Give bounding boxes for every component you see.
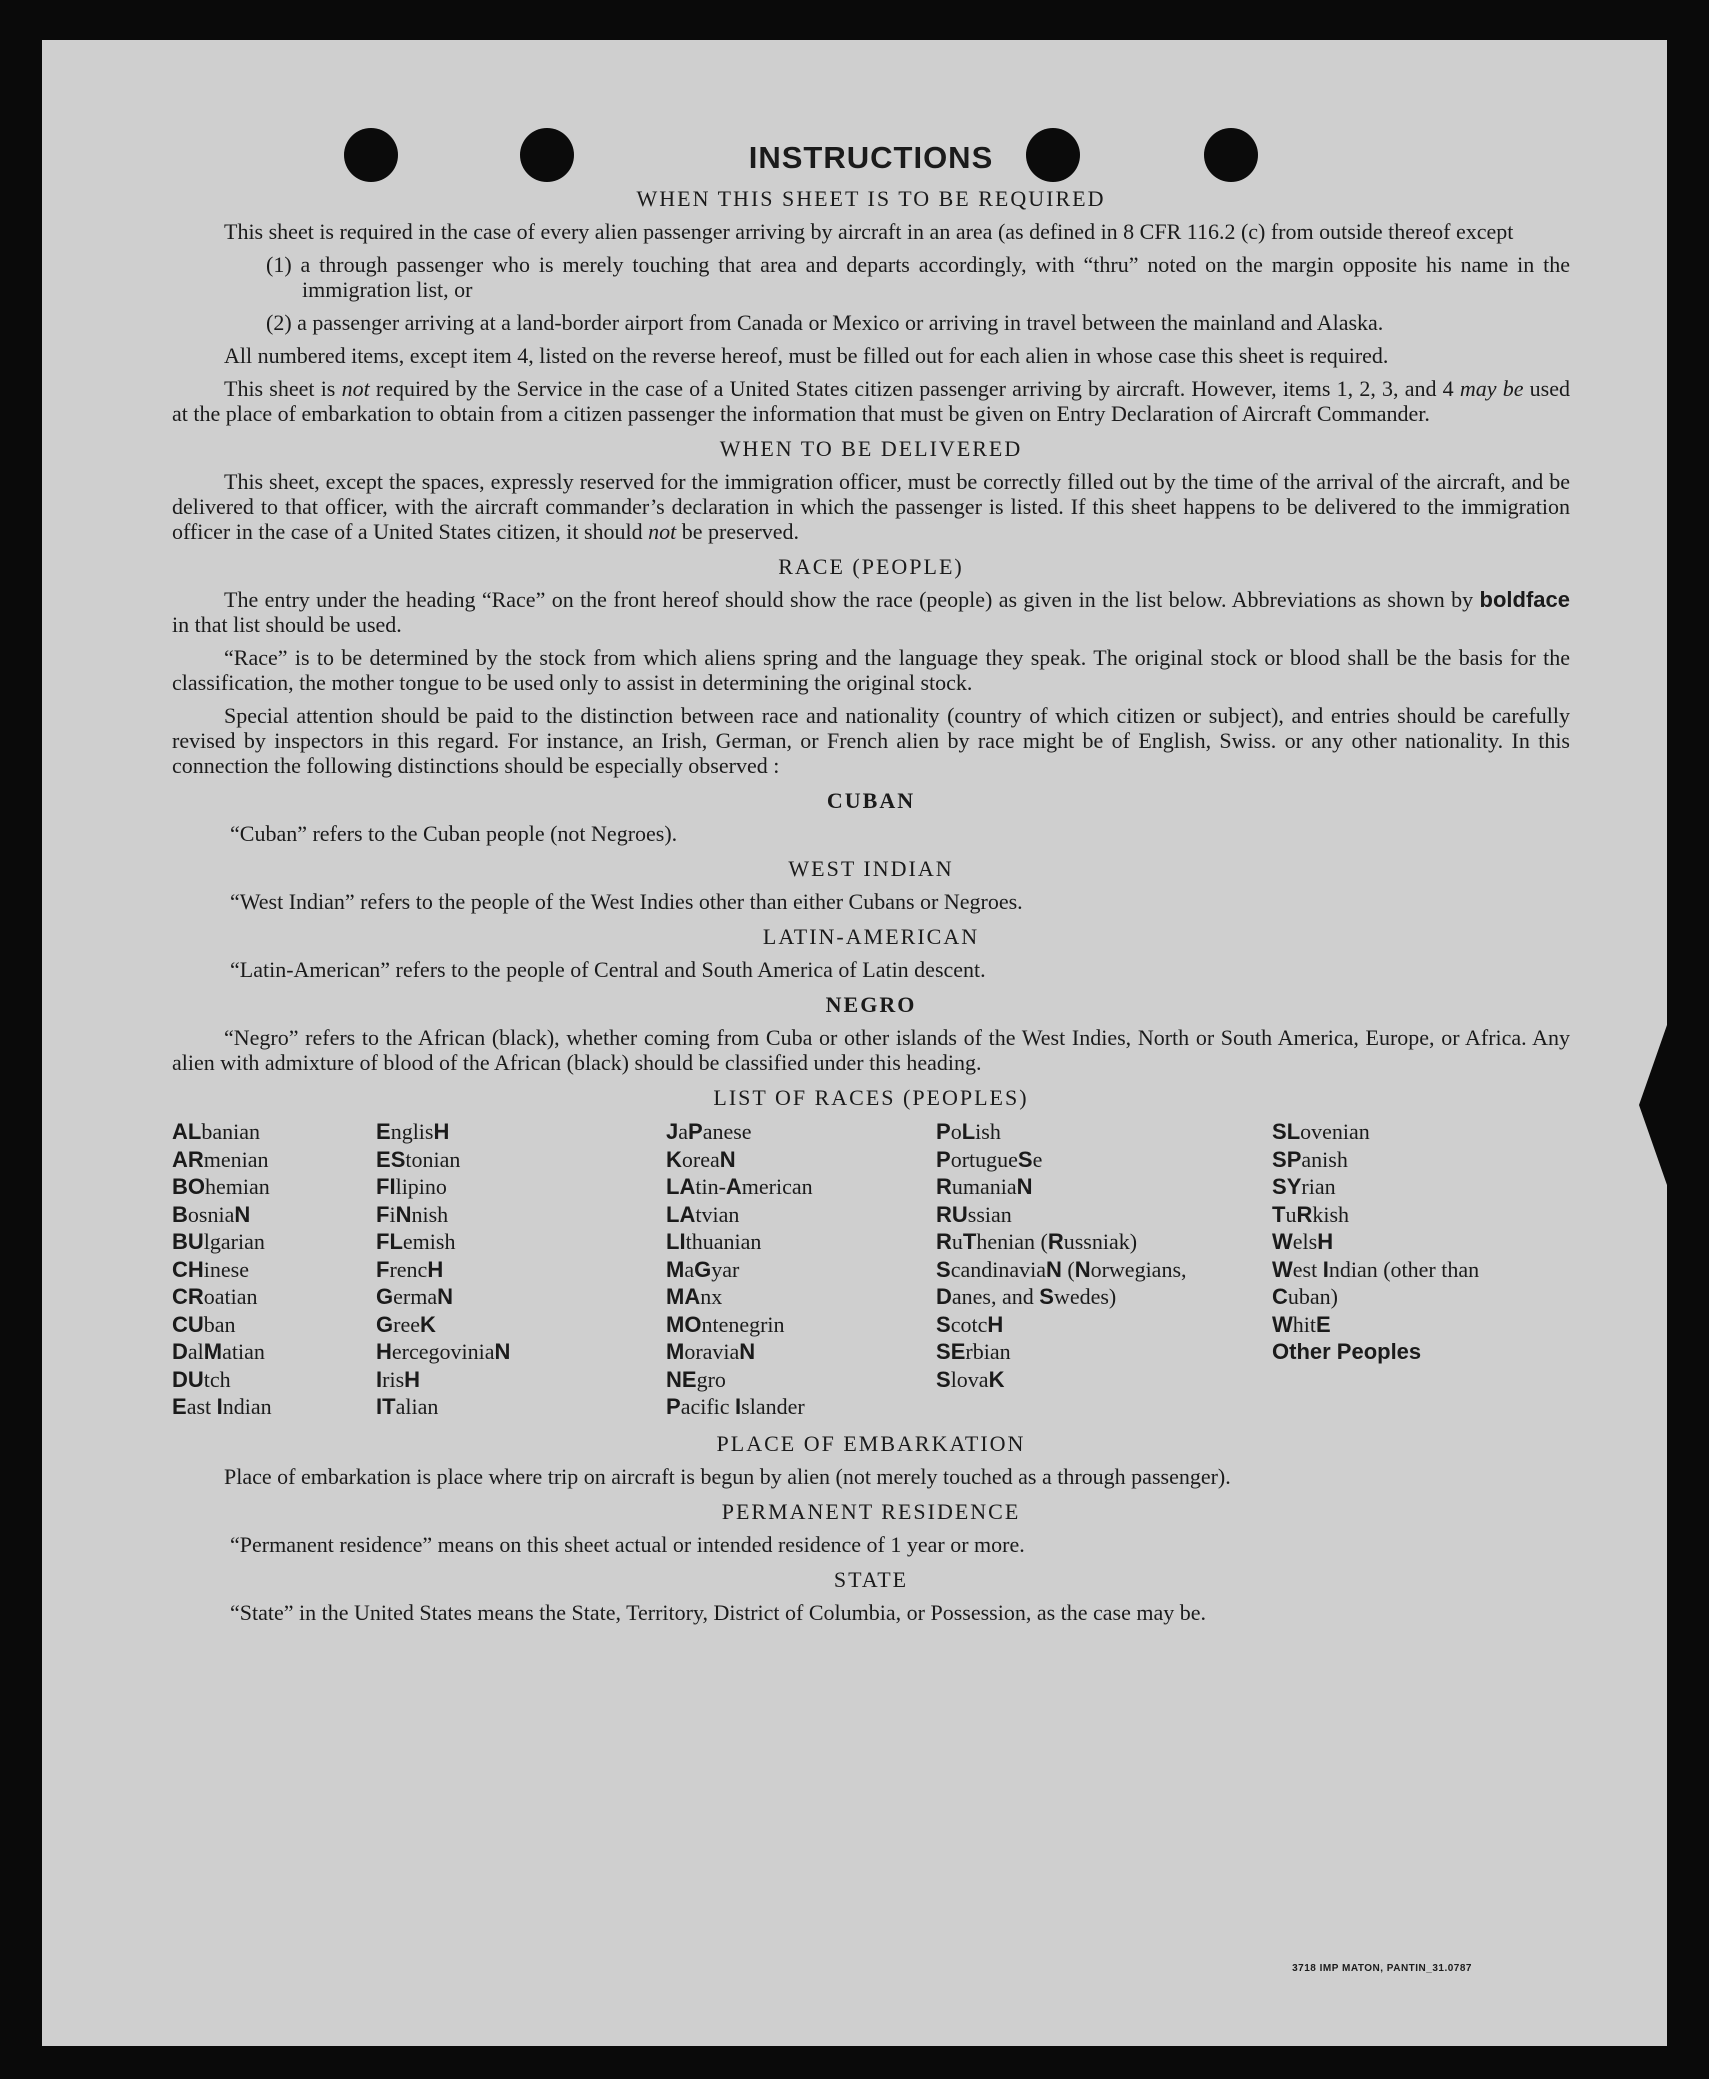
paragraph: This sheet, except the spaces, expressly reserved for the immigration officer, must be correctly filled out by the time of the arrival of the aircraft, and be delivered to that officer, with the aircraft commander’s declaration in which the passenger is listed. If this sheet happens to be delivered to the immigration officer in the case of a United States citizen, it should not be preserved. — [172, 469, 1570, 544]
race-item: LIthuanian — [666, 1229, 762, 1254]
race-item: IrisH — [376, 1366, 421, 1392]
race-item: MoraviaN — [666, 1339, 756, 1364]
paragraph: This sheet is not required by the Service in the case of a United States citizen passenger arriving by aircraft. However, items 1, 2, 3, and 4 may be used at the place of embarkation to obtain from a citizen passenger the information that must be given on Entry Declaration of Aircraft Commander. — [172, 376, 1570, 426]
race-item: MaGyar — [666, 1256, 740, 1282]
race-item: SYrian — [1272, 1174, 1336, 1199]
paragraph: “West Indian” refers to the people of the West Indies other than either Cubans or Negroes. — [230, 889, 1023, 914]
race-item: LAtvian — [666, 1201, 740, 1227]
race-item: DalMatian — [172, 1339, 265, 1364]
race-item: SPanish — [1272, 1146, 1348, 1172]
heading-west-indian: WEST INDIAN — [788, 856, 954, 881]
race-item: PoLish — [936, 1119, 1001, 1144]
race-item: SLovenian — [1272, 1119, 1370, 1144]
race-item: GreeK — [376, 1311, 436, 1337]
race-item: ScandinaviaN (Norwegians, Danes, and Swedes) — [936, 1256, 1187, 1309]
heading-race: RACE (PEOPLE) — [778, 554, 964, 579]
race-item: BosniaN — [172, 1201, 251, 1227]
list-item: (1) a through passenger who is merely touching that area and departs accordingly, with “thru” noted on the margin opposite his name in the immigration list, or — [266, 252, 1570, 302]
race-item: ARmenian — [172, 1146, 269, 1172]
heading-when-delivered: WHEN TO BE DELIVERED — [719, 436, 1023, 461]
races-list — [172, 1118, 1570, 1421]
race-item: MOntenegrin — [666, 1311, 785, 1337]
race-item: EnglisH — [376, 1119, 450, 1144]
races-column-5 — [1272, 1118, 1512, 1421]
race-item: BUlgarian — [172, 1229, 265, 1254]
heading-list-of-races: LIST OF RACES (PEOPLES) — [713, 1085, 1029, 1110]
races-column-2 — [376, 1118, 666, 1421]
paragraph: “Latin-American” refers to the people of Central and South America of Latin descent. — [230, 957, 986, 982]
race-item: Other Peoples — [1272, 1339, 1422, 1364]
race-item: FiNnish — [376, 1201, 449, 1227]
paragraph: “Negro” refers to the African (black), whether coming from Cuba or other islands of the West Indies, North or South America, Europe, or Africa. Any alien with admixture of blood of the African (black) should be classified under this heading. — [172, 1025, 1570, 1075]
race-item: TuRkish — [1272, 1201, 1350, 1227]
race-item: GermaN — [376, 1284, 453, 1309]
races-column-4 — [936, 1118, 1272, 1421]
heading-latin-american: LATIN-AMERICAN — [762, 924, 980, 949]
race-item: BOhemian — [172, 1174, 270, 1199]
torn-edge — [1639, 1025, 1667, 1185]
paragraph: This sheet is required in the case of every alien passenger arriving by aircraft in an area (as defined in 8 CFR 116.2 (c) from outside thereof except — [224, 219, 1514, 244]
page-title: INSTRUCTIONS — [748, 140, 994, 175]
printer-imprint: 3718 IMP MATON, PANTIN_31.0787 — [1292, 1963, 1472, 1974]
race-item: NEgro — [666, 1366, 726, 1392]
race-item: SErbian — [936, 1339, 1011, 1364]
race-item: KoreaN — [666, 1146, 736, 1172]
race-item: RumaniaN — [936, 1174, 1033, 1199]
heading-permanent-residence: PERMANENT RESIDENCE — [721, 1498, 1021, 1524]
document-content — [172, 140, 1570, 1633]
race-item: RUssian — [936, 1201, 1012, 1227]
race-item: WhitE — [1272, 1311, 1331, 1337]
race-item: CRoatian — [172, 1284, 258, 1309]
heading-state: STATE — [833, 1566, 909, 1592]
race-item: FIlipino — [376, 1174, 447, 1199]
race-item: CHinese — [172, 1256, 249, 1282]
list-item: (2) a passenger arriving at a land-border airport from Canada or Mexico or arriving in travel between the mainland and Alaska. — [266, 310, 1384, 335]
race-item: PortugueSe — [936, 1146, 1043, 1172]
heading-when-required: WHEN THIS SHEET IS TO BE REQUIRED — [636, 186, 1106, 211]
race-item: East Indian — [172, 1394, 272, 1419]
race-item: FLemish — [376, 1229, 456, 1254]
paragraph: “State” in the United States means the State, Territory, District of Columbia, or Possession, as the case may be. — [230, 1599, 1207, 1625]
race-item: ALbanian — [172, 1119, 260, 1144]
race-item: SlovaK — [936, 1366, 1005, 1392]
race-item: MAnx — [666, 1284, 723, 1309]
race-item: ScotcH — [936, 1311, 1004, 1337]
race-item: DUtch — [172, 1366, 231, 1392]
heading-cuban: CUBAN — [826, 788, 916, 813]
paragraph: All numbered items, except item 4, listed on the reverse hereof, must be filled out for each alien in whose case this sheet is required. — [224, 343, 1389, 368]
race-item: LAtin-American — [666, 1174, 813, 1199]
race-item: ITalian — [376, 1394, 439, 1419]
document-sheet — [42, 40, 1667, 2046]
paragraph: The entry under the heading “Race” on the front hereof should show the race (people) as given in the list below. Abbreviations as shown by boldface in that list should be used. — [172, 587, 1570, 637]
races-column-1 — [172, 1118, 376, 1421]
races-column-3 — [666, 1118, 936, 1421]
race-item: Pacific Islander — [666, 1394, 805, 1419]
paragraph: Special attention should be paid to the distinction between race and nationality (country of which citizen or subject), and entries should be carefully revised by inspectors in this regard. For instance, an Irish, German, or French alien by race might be of English, Swiss. or any other nationality. In this connection the following distinctions should be especially observed : — [172, 703, 1570, 778]
race-item: EStonian — [376, 1146, 461, 1172]
race-item: WelsH — [1272, 1229, 1334, 1254]
paragraph: Place of embarkation is place where trip on aircraft is begun by alien (not merely touched as a through passenger). — [224, 1463, 1231, 1489]
heading-place-of-embarkation: PLACE OF EMBARKATION — [716, 1430, 1026, 1456]
race-item: CUban — [172, 1311, 236, 1337]
paragraph: “Race” is to be determined by the stock from which aliens spring and the language they speak. The original stock or blood shall be the basis for the classification, the mother tongue to be used only to assist in determining the original stock. — [172, 645, 1570, 695]
paragraph: “Cuban” refers to the Cuban people (not Negroes). — [230, 821, 678, 846]
paragraph: “Permanent residence” means on this sheet actual or intended residence of 1 year or more. — [230, 1531, 1025, 1557]
heading-negro: NEGRO — [825, 992, 917, 1017]
race-item: HercegoviniaN — [376, 1339, 511, 1364]
race-item: RuThenian (Russniak) — [936, 1229, 1138, 1254]
race-item: JaPanese — [666, 1119, 752, 1144]
race-item: FrencH — [376, 1256, 444, 1282]
race-item: West Indian (other than Cuban) — [1272, 1256, 1480, 1309]
